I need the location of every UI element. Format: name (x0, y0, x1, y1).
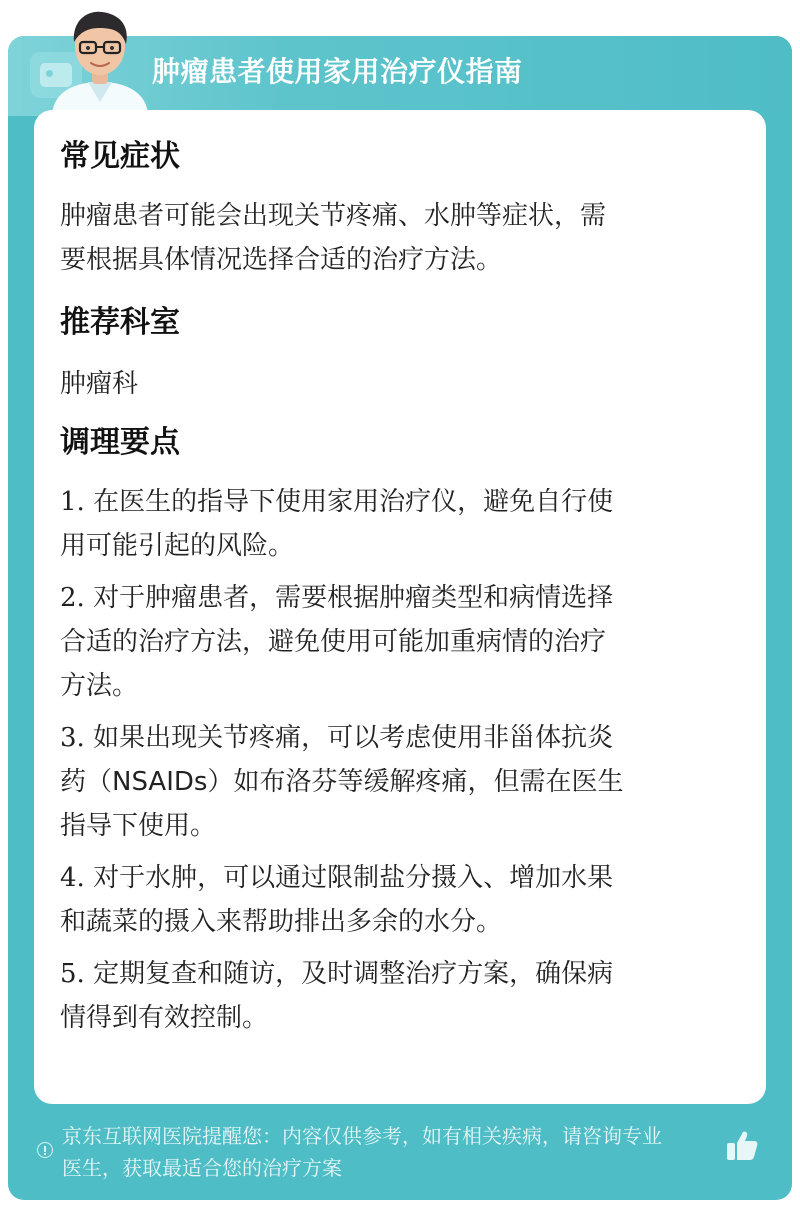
symptoms-text (60, 194, 746, 282)
tip-number: 2. (60, 583, 85, 613)
tip-number: 3. (60, 723, 85, 753)
tip-line: 药（NSAIDs）如布洛芬等缓解疼痛，但需在医生 (60, 767, 624, 797)
tip-line: 合适的治疗方法，避免使用可能加重病情的治疗 (60, 627, 607, 657)
tip-number: 5. (60, 959, 85, 989)
tip-item (60, 856, 746, 944)
tip-line: 定期复查和随访，及时调整治疗方案，确保病 (93, 959, 614, 989)
tip-number: 4. (60, 863, 85, 893)
tip-item (60, 952, 746, 1040)
thumbs-up-icon[interactable] (724, 1128, 760, 1164)
page-title: 肿瘤患者使用家用治疗仪指南 (152, 55, 523, 88)
tips-heading: 调理要点 (60, 425, 180, 460)
tip-line: 如果出现关节疼痛，可以考虑使用非甾体抗炎 (93, 723, 614, 753)
tip-line: 在医生的指导下使用家用治疗仪，避免自行使 (93, 487, 614, 517)
department-heading: 推荐科室 (60, 305, 180, 340)
tip-item (60, 576, 746, 708)
disclaimer-line: 医生，获取最适合您的治疗方案 (62, 1156, 342, 1180)
tips-section (60, 416, 746, 1040)
info-icon (37, 1142, 53, 1158)
tip-line: 对于水肿，可以通过限制盐分摄入、增加水果 (93, 863, 614, 893)
symptoms-heading: 常见症状 (60, 139, 180, 174)
tip-line: 指导下使用。 (60, 811, 217, 841)
tip-item (60, 480, 746, 568)
tip-line: 情得到有效控制。 (60, 1003, 269, 1033)
symptoms-text-line: 肿瘤患者可能会出现关节疼痛、水肿等症状，需 (60, 201, 607, 231)
content-card (34, 110, 766, 1104)
department-section (60, 296, 746, 406)
doctor-avatar (44, 6, 156, 114)
tip-item (60, 716, 746, 848)
department-text: 肿瘤科 (60, 369, 139, 399)
tip-line: 对于肿瘤患者，需要根据肿瘤类型和病情选择 (93, 583, 614, 613)
disclaimer-line: 京东互联网医院提醒您：内容仅供参考，如有相关疾病，请咨询专业 (62, 1124, 662, 1148)
symptoms-text-line: 要根据具体情况选择合适的治疗方法。 (60, 245, 503, 275)
tip-line: 和蔬菜的摄入来帮助排出多余的水分。 (60, 907, 503, 937)
disclaimer-note (62, 1120, 726, 1184)
tip-number: 1. (60, 487, 85, 517)
symptoms-section (60, 130, 746, 282)
content-body (60, 130, 746, 1040)
tip-line: 方法。 (60, 671, 139, 701)
tip-line: 用可能引起的风险。 (60, 531, 295, 561)
